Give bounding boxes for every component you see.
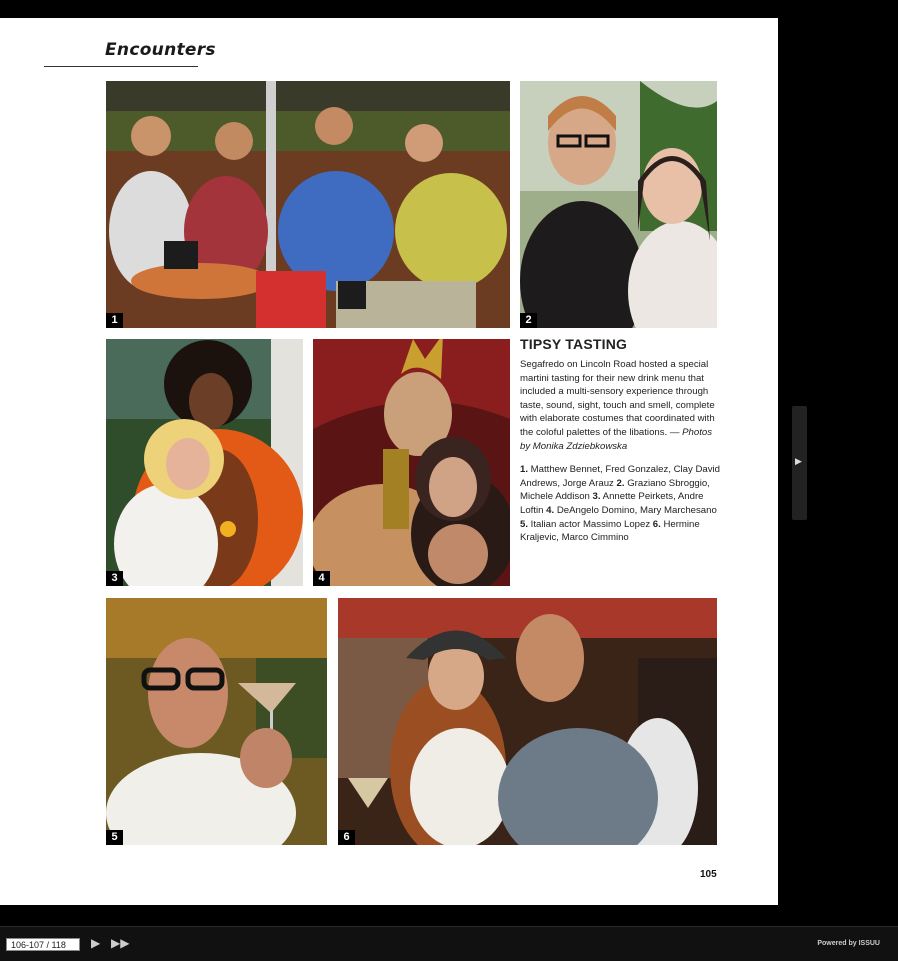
article — [520, 336, 720, 545]
caption-number: 5. — [520, 518, 529, 530]
photo-number: 6 — [338, 830, 355, 845]
photo-number: 1 — [106, 313, 123, 328]
photo-number: 5 — [106, 830, 123, 845]
viewer-toolbar — [0, 926, 898, 961]
caption-text: Italian actor Massimo Lopez — [528, 518, 653, 530]
photo-5 — [106, 598, 327, 845]
page-indicator-field[interactable]: 106-107 / 118 — [6, 938, 80, 951]
powered-by-label[interactable]: Powered by ISSUU — [817, 940, 880, 947]
play-icon[interactable]: ▶ — [91, 936, 101, 950]
caption-text: Hermine Kraljevic, Marco Cimmino — [520, 518, 700, 544]
section-rule — [44, 66, 198, 67]
caption-number: 4. — [546, 504, 555, 516]
photo-2 — [520, 81, 717, 328]
caption-number: 1. — [520, 464, 529, 476]
photo-number: 2 — [520, 313, 537, 328]
caption-text: DeAngelo Domino, Mary Marchesano — [554, 504, 717, 516]
caption-number: 6. — [652, 518, 661, 530]
photo-3 — [106, 339, 303, 586]
article-body — [520, 358, 720, 453]
caption-number: 3. — [592, 491, 601, 503]
caption-text: Graziano Sbroggio, Michele Addison — [520, 477, 710, 503]
photo-number: 4 — [313, 571, 330, 586]
photo-captions — [520, 463, 720, 545]
caption-number: 2. — [616, 477, 625, 489]
next-page-icon: ▶ — [795, 456, 802, 466]
article-body-text: Segafredo on Lincoln Road hosted a special martini tasting for their new drink menu that included a multi-sensory experience through taste, sound, sight, touch and smell, complete with elaborate costumes that coordinated with the coloful palettes of the libations. — — [520, 359, 715, 438]
section-title: Encounters — [105, 40, 216, 60]
caption-text: Annette Peirkets, Andre Loftin — [520, 491, 704, 516]
photo-6 — [338, 598, 717, 845]
photo-credit: Photos by Monika Zdziebkowska — [520, 426, 712, 452]
photo-4 — [313, 339, 510, 586]
photo-1 — [106, 81, 510, 328]
fast-forward-icon[interactable]: ▶▶ — [111, 936, 130, 950]
photo-number: 3 — [106, 571, 123, 586]
caption-text: Matthew Bennet, Fred Gonzalez, Clay David Andrews, Jorge Arauz — [520, 464, 720, 489]
page-number: 105 — [700, 869, 717, 880]
magazine-page — [0, 18, 778, 905]
article-headline: TIPSY TASTING — [520, 336, 628, 352]
next-page-button[interactable] — [792, 406, 807, 520]
